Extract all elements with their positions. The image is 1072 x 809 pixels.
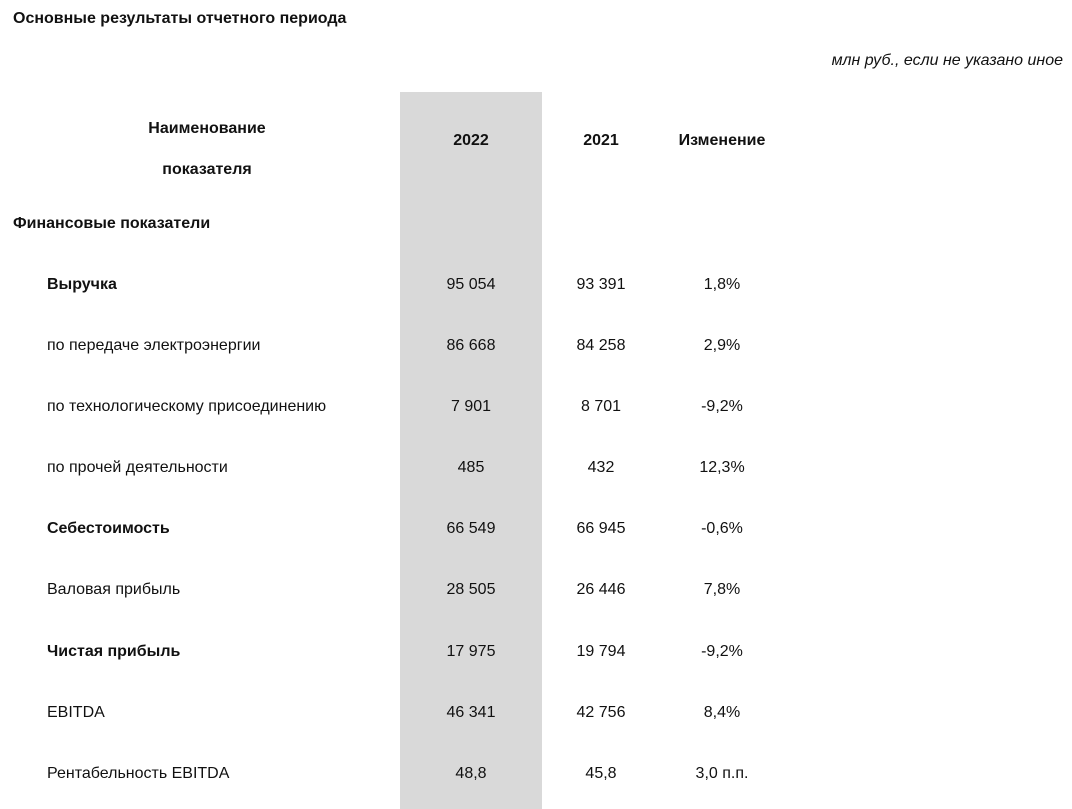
units-note: млн руб., если не указано иное [831, 52, 1063, 69]
row-label: по передаче электроэнергии [47, 337, 261, 355]
row-label: по прочей деятельности [47, 459, 228, 477]
header-year-2022: 2022 [453, 132, 489, 149]
section-label: Финансовые показатели [13, 215, 211, 232]
row-label: EBITDA [47, 703, 105, 721]
table-row [0, 436, 1072, 497]
cell-change: 8,4% [703, 703, 741, 721]
cell-2021: 432 [587, 459, 615, 477]
cell-2022: 48,8 [455, 764, 487, 782]
cell-2021: 84 258 [576, 337, 626, 355]
table-row [0, 558, 1072, 619]
cell-change: 2,9% [703, 337, 741, 355]
table-row [0, 620, 1072, 681]
row-label: Выручка [47, 276, 117, 293]
results-table [0, 92, 1072, 803]
table-header [0, 92, 1072, 194]
cell-change: 1,8% [703, 276, 741, 293]
cell-2021: 66 945 [576, 520, 626, 538]
cell-2021: 19 794 [576, 642, 626, 660]
cell-2021: 93 391 [576, 276, 626, 293]
header-year-2021: 2021 [583, 132, 619, 149]
row-label: Рентабельность EBITDA [47, 764, 230, 782]
row-label: Чистая прибыль [47, 642, 181, 660]
cell-2021: 42 756 [576, 703, 626, 721]
row-label: Себестоимость [47, 520, 170, 538]
cell-change: 3,0 п.п. [695, 764, 749, 782]
table-body [0, 253, 1072, 803]
header-indicator-name [107, 108, 307, 190]
cell-2022: 485 [457, 459, 485, 477]
cell-2022: 17 975 [446, 642, 496, 660]
table-row [0, 253, 1072, 314]
row-label: по технологическому присоединению [47, 398, 327, 416]
cell-2022: 95 054 [446, 276, 496, 293]
cell-2022: 66 549 [446, 520, 496, 538]
cell-2021: 26 446 [576, 581, 626, 599]
table-row [0, 314, 1072, 375]
cell-2022: 28 505 [446, 581, 496, 599]
header-name-line2: показателя [162, 161, 252, 178]
table-row [0, 742, 1072, 803]
cell-2021: 45,8 [585, 764, 617, 782]
cell-change: -9,2% [701, 642, 743, 660]
header-name-line1: Наименование [148, 120, 266, 137]
table-row [0, 375, 1072, 436]
cell-2022: 46 341 [446, 703, 496, 721]
section-financial [0, 194, 1072, 253]
cell-2022: 86 668 [446, 337, 496, 355]
row-label: Валовая прибыль [47, 581, 181, 599]
cell-change: -9,2% [701, 398, 743, 416]
cell-change: 12,3% [699, 459, 745, 477]
cell-change: 7,8% [703, 581, 741, 599]
header-change: Изменение [678, 132, 766, 149]
cell-change: -0,6% [701, 520, 743, 538]
cell-2022: 7 901 [450, 398, 492, 416]
page-title: Основные результаты отчетного периода [13, 10, 347, 27]
table-row [0, 681, 1072, 742]
cell-2021: 8 701 [580, 398, 622, 416]
table-row [0, 497, 1072, 558]
